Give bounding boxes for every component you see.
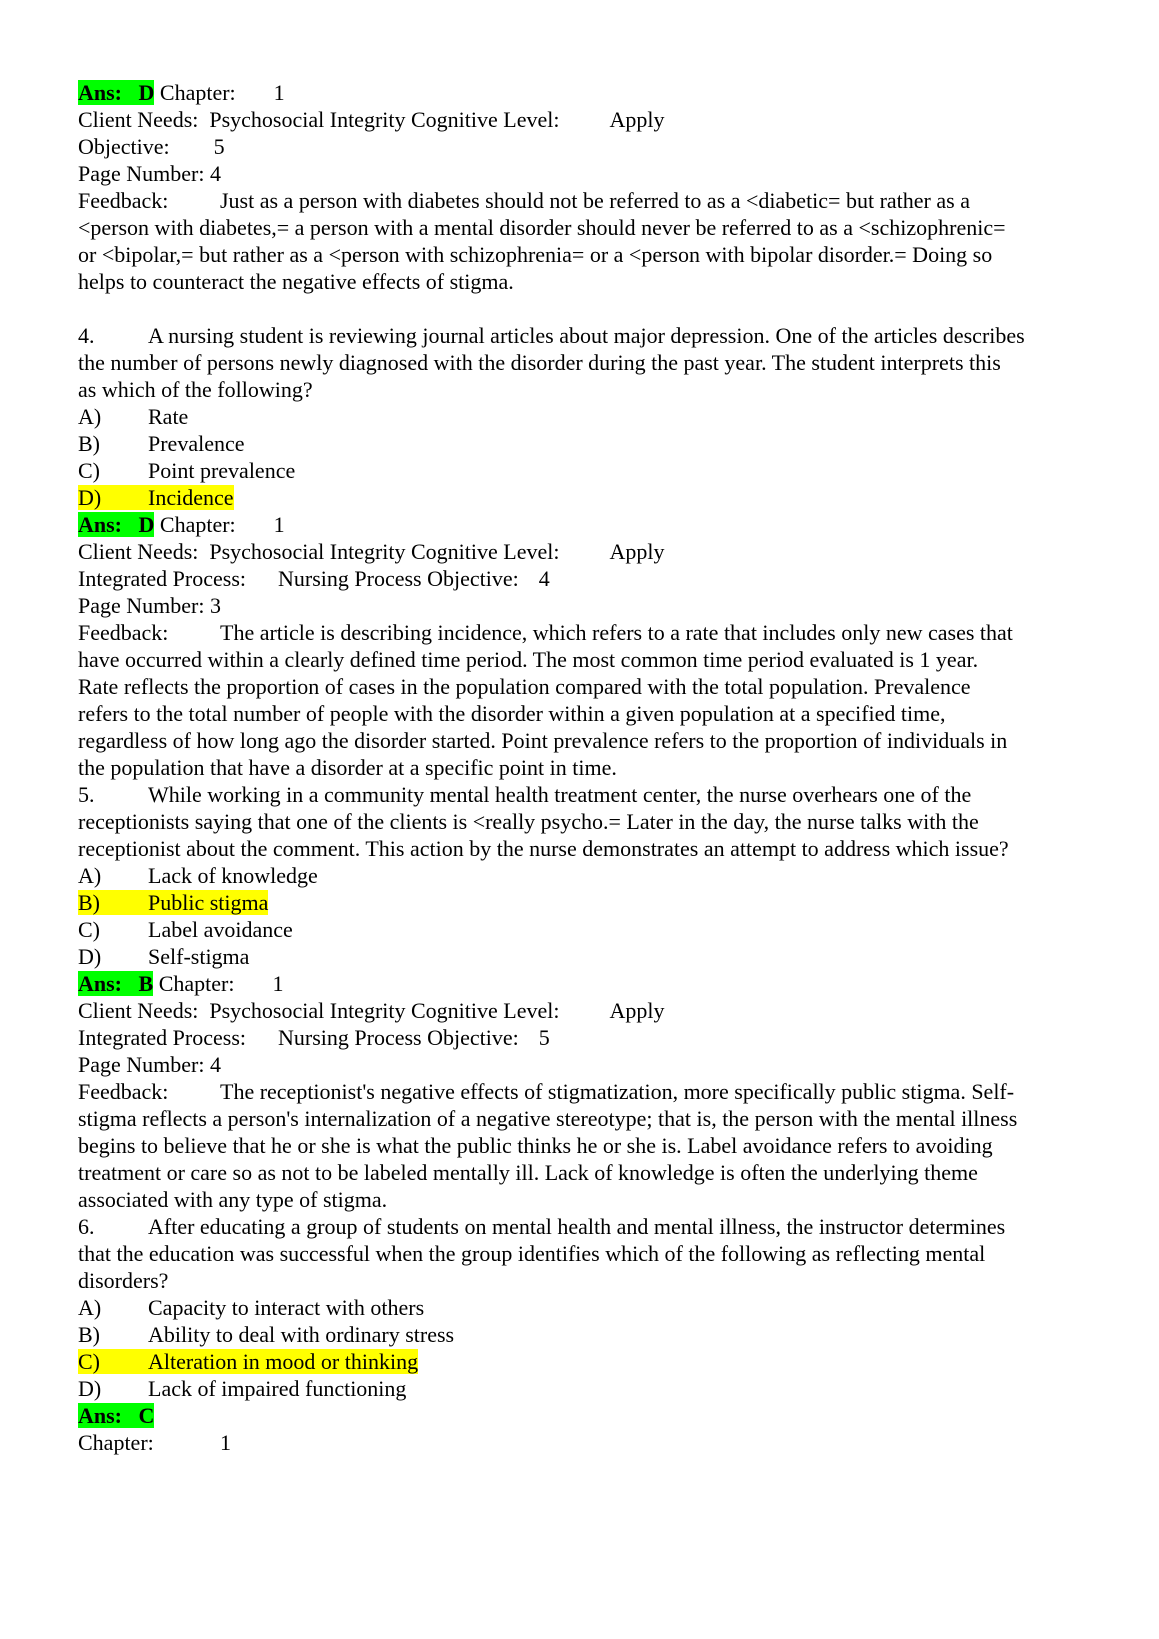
q4-feedback-line-3: Rate reflects the proportion of cases in the population compared with the total population. Prevalence	[78, 674, 971, 699]
q5-option-d: D) Self-stigma	[78, 944, 250, 969]
q4-option-c: C) Point prevalence	[78, 458, 296, 483]
q5-integrated-process: Integrated Process: Nursing Process Objective: 5	[78, 1025, 550, 1050]
q6-option-d: D) Lack of impaired functioning	[78, 1376, 407, 1401]
q3-feedback-line-3: or <bipolar,= but rather as a <person with schizophrenia= or a <person with bipolar disorder.= Doing so	[78, 242, 993, 267]
q5-option-c: C) Label avoidance	[78, 917, 293, 942]
q6-stem-line-3: disorders?	[78, 1268, 169, 1293]
q5-feedback-line-3: begins to believe that he or she is what the public thinks he or she is. Label avoidance refers to avoiding	[78, 1133, 993, 1158]
q5-feedback-line-5: associated with any type of stigma.	[78, 1187, 388, 1212]
q3-client-needs: Client Needs: Psychosocial Integrity Cognitive Level: Apply	[78, 107, 665, 132]
q4-option-a: A) Rate	[78, 404, 189, 429]
q4-feedback-line-5: regardless of how long ago the disorder started. Point prevalence refers to the proportion of individuals in	[78, 728, 1008, 753]
q3-chapter-label: Chapter:	[159, 80, 236, 105]
q4-feedback-line-6: the population that have a disorder at a specific point in time.	[78, 755, 617, 780]
q3-answer-line	[78, 79, 1088, 106]
q4-stem-line-3: as which of the following?	[78, 377, 313, 402]
q3-chapter-value: 1	[273, 80, 285, 105]
q4-option-d-correct: D) Incidence	[78, 485, 234, 510]
q5-feedback-label: Feedback:	[78, 1079, 169, 1104]
q6-stem-line-2: that the education was successful when the group identifies which of the following as reflecting mental	[78, 1241, 986, 1266]
q5-option-b-correct: B) Public stigma	[78, 890, 269, 915]
q6-answer-line	[78, 1402, 1088, 1429]
q4-feedback-label: Feedback:	[78, 620, 169, 645]
q5-stem-line-1: 5. While working in a community mental health treatment center, the nurse overhears one of the	[78, 782, 972, 807]
q3-objective: Objective: 5	[78, 134, 225, 159]
q3-feedback-line-2: <person with diabetes,= a person with a mental disorder should never be referred to as a <schizophrenic=	[78, 215, 1006, 240]
q6-option-b: B) Ability to deal with ordinary stress	[78, 1322, 455, 1347]
q6-option-c-correct: C) Alteration in mood or thinking	[78, 1349, 419, 1374]
document-page	[78, 79, 1088, 1456]
q4-page-number: Page Number: 3	[78, 593, 221, 618]
q4-number: 4.	[78, 323, 95, 348]
q5-stem-line-2: receptionists saying that one of the clients is <really psycho.= Later in the day, the nurse talks with the	[78, 809, 979, 834]
q5-stem-line-3: receptionist about the comment. This action by the nurse demonstrates an attempt to address which issue?	[78, 836, 1009, 861]
q3-feedback-line-1: Feedback: Just as a person with diabetes should not be referred to as a <diabetic= but rather as a	[78, 188, 970, 213]
q5-number: 5.	[78, 782, 95, 807]
q5-client-needs: Client Needs: Psychosocial Integrity Cognitive Level: Apply	[78, 998, 665, 1023]
q3-cognitive-level: Apply	[609, 107, 665, 132]
q4-stem-line-2: the number of persons newly diagnosed with the disorder during the past year. The student interprets this	[78, 350, 1001, 375]
q6-answer-badge: Ans: C	[78, 1403, 155, 1428]
q3-answer-badge: Ans: D	[78, 80, 155, 105]
q5-feedback-line-1: Feedback: The receptionist's negative effects of stigmatization, more specifically public stigma. Self-	[78, 1079, 1015, 1104]
q4-feedback-line-4: refers to the total number of people with the disorder within a given population at a specified time,	[78, 701, 946, 726]
q4-integrated-process: Integrated Process: Nursing Process Objective: 4	[78, 566, 550, 591]
q5-option-a: A) Lack of knowledge	[78, 863, 318, 888]
q5-page-number: Page Number: 4	[78, 1052, 221, 1077]
q4-answer-line: Ans: D Chapter: 1	[78, 512, 285, 537]
q4-feedback-line-1: Feedback: The article is describing incidence, which refers to a rate that includes only new cases that	[78, 620, 1013, 645]
q3-feedback-label: Feedback:	[78, 188, 169, 213]
q4-client-needs: Client Needs: Psychosocial Integrity Cognitive Level: Apply	[78, 539, 665, 564]
q4-answer-badge: Ans: D	[78, 512, 155, 537]
q3-feedback-line-4: helps to counteract the negative effects of stigma.	[78, 269, 514, 294]
q5-feedback-line-4: treatment or care so as not to be labeled mentally ill. Lack of knowledge is often the underlying theme	[78, 1160, 978, 1185]
q5-answer-line: Ans: B Chapter: 1	[78, 971, 284, 996]
q6-number: 6.	[78, 1214, 95, 1239]
q5-answer-badge: Ans: B	[78, 971, 154, 996]
q4-option-b: B) Prevalence	[78, 431, 245, 456]
q4-stem-line-1: 4. A nursing student is reviewing journal articles about major depression. One of the articles describes	[78, 323, 1025, 348]
q4-feedback-line-2: have occurred within a clearly defined time period. The most common time period evaluated is 1 year.	[78, 647, 979, 672]
q5-feedback-line-2: stigma reflects a person's internalization of a negative stereotype; that is, the person with the mental illness	[78, 1106, 1018, 1131]
q6-option-a: A) Capacity to interact with others	[78, 1295, 425, 1320]
q6-stem-line-1: 6. After educating a group of students on mental health and mental illness, the instructor determines	[78, 1214, 1006, 1239]
q6-chapter-line: Chapter: 1	[78, 1430, 231, 1455]
q3-page-number: Page Number: 4	[78, 161, 221, 186]
